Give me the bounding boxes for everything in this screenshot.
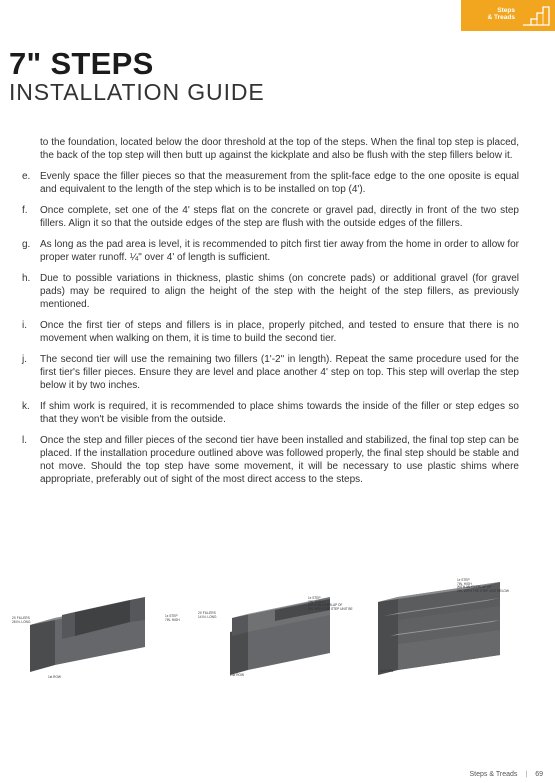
list-item-text: Once the first tier of steps and fillers is in place, properly pitched, and tested to ensure that there is no movement when walking on them, it is time to build the second tier. (40, 320, 519, 344)
list-marker: h. (22, 273, 31, 284)
step-label: 1x STEP 7IN. HIGH WITH AN OVERLAP OF 2IN. WITH THE STEP UNIT BE (308, 596, 353, 611)
page-footer (470, 771, 543, 778)
instructions (22, 136, 519, 486)
list-item (22, 170, 519, 196)
page-subtitle: INSTALLATION GUIDE (9, 79, 265, 105)
list-item (22, 238, 519, 264)
fillers-label: 2X FILLERS 28 IN. LONG (12, 616, 31, 624)
figure-third-row (370, 570, 550, 690)
second-row-illustration (190, 570, 365, 690)
list-item (22, 319, 519, 345)
section-tab (461, 0, 555, 31)
list-marker: i. (22, 320, 27, 331)
figure-second-row (190, 570, 365, 690)
list-item-text: If shim work is required, it is recommended to place shims towards the inside of the filler or step edges so that they won't be visible from the outside. (40, 401, 519, 425)
list-item-text: Once the step and filler pieces of the second tier have been installed and stabilized, the final top step can be placed. If the installation procedure outlined above was followed properly, the final step should be stable and not move. Should the top step have some movement, it will be necessary to use plastic shims where appropriate, preferably out of sight of the most direct access to the steps. (40, 435, 519, 485)
page-number: 69 (535, 771, 543, 778)
row-label: 3rd ROW (380, 669, 394, 673)
section-tab-label: Steps & Treads (487, 7, 515, 21)
footer-section: Steps & Treads (469, 771, 518, 778)
list-marker: e. (22, 171, 31, 182)
first-row-illustration (0, 570, 185, 690)
paragraph-continuation: to the foundation, located below the door threshold at the top of the steps. When the final top step is placed, the back of the top step will then butt up against the kickplate and also be flush with the step fillers below it. (40, 137, 519, 161)
list-item (22, 400, 519, 426)
steps-icon (522, 6, 550, 26)
step-label: 1x STEP 7IN. HIGH WITH AN OVERLAP OF 2IN. WITH THE STEP UNIT BELOW (457, 578, 509, 593)
list-item (22, 272, 519, 311)
list-item (22, 204, 519, 230)
list-item-text: Evenly space the filler pieces so that the measurement from the split-face edge to the one oposite is equal and equivalent to the length of the step which is to be installed on top (4'). (40, 171, 519, 195)
list-item-text: Due to possible variations in thickness, plastic shims (on concrete pads) or additional gravel (for gravel pads) may be required to align the height of the step with the height of the step fillers, as previously mentioned. (40, 273, 519, 310)
list-marker: j. (22, 354, 27, 365)
list-item (22, 434, 519, 486)
fillers-label: 2X FILLERS 14 IN. LONG (198, 611, 217, 619)
row-label: 2nd ROW (230, 673, 244, 677)
row-label: 1st ROW (48, 675, 61, 679)
list-item (22, 353, 519, 392)
figure-first-row (0, 570, 185, 690)
list-item-text: As long as the pad area is level, it is recommended to pitch first tier away from the home in order to allow for proper water runoff. ¼" over 4' of length is sufficient. (40, 239, 519, 263)
list-marker: k. (22, 401, 30, 412)
list-item-text: Once complete, set one of the 4' steps flat on the concrete or gravel pad, directly in front of the two step fillers. Align it so that the outside edges of the step are flush with the outside edges of the fillers. (40, 205, 519, 229)
page-title: 7" STEPS (9, 46, 154, 81)
footer-separator: | (525, 771, 528, 778)
list-marker: f. (22, 205, 28, 216)
list-item-text: The second tier will use the remaining two fillers (1'-2" in length). Repeat the same procedure used for the first tier's filler pieces. Ensure they are level and place another 4' step on top. This step will overlap the step below it by two inches. (40, 354, 519, 391)
step-label: 1x STEP 7IN. HIGH (165, 614, 180, 622)
list-marker: g. (22, 239, 31, 250)
list-marker: l. (22, 435, 27, 446)
